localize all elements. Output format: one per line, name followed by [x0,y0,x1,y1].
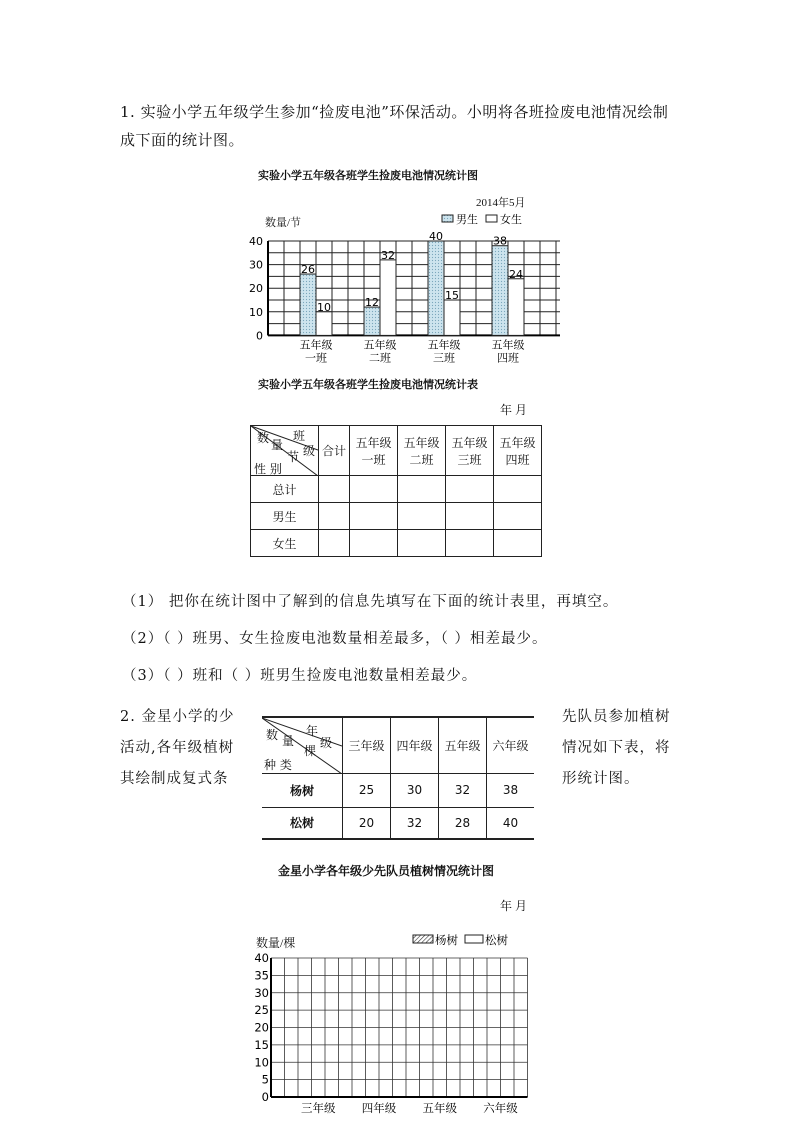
corner-text: 种 类 [264,758,292,772]
y-tick-label: 0 [261,1090,269,1104]
y-tick-label: 20 [249,282,263,296]
legend-label: 杨树 [435,933,458,947]
y-tick-label: 10 [254,1055,269,1070]
bar-girls [316,312,332,336]
subquestion-3: （3）（ ）班和（ ）班男生捡废电池数量相差最少。 [122,668,478,684]
legend-swatch-pine [465,935,483,943]
q2-line: 形统计图。 [562,771,640,787]
chart2-ylabel: 数量/棵 [256,936,296,950]
y-tick-label: 0 [256,329,263,343]
table1-header-cell: 合计 [319,426,350,476]
table2-header-cell: 四年级 [391,717,439,773]
table1-header-cell: 五年级 二班 [398,426,446,476]
table2-cell: 38 [487,773,535,807]
bar-value-label: 32 [381,248,395,262]
corner-text: 棵 [304,744,317,758]
corner-text: 班 [293,429,306,443]
bar-value-label: 26 [301,263,315,277]
q2-line: 情况如下表，将 [562,740,671,756]
chart2-date: 年 月 [500,899,528,913]
table1-corner-cell [251,426,319,476]
y-tick-label: 25 [254,1003,269,1018]
legend-label: 女生 [500,213,522,226]
x-tick-label: 一班 [305,351,327,365]
y-tick-label: 10 [249,305,263,319]
corner-text: 级 [303,444,316,458]
y-tick-label: 30 [254,985,269,1000]
bar-value-label: 38 [493,234,507,248]
y-tick-label: 30 [249,258,263,272]
table1-row-label: 女生 [251,530,319,557]
table2-cell: 32 [391,807,439,839]
bar-value-label: 12 [365,296,379,310]
q2-line: 2. 金星小学的少 [120,709,235,725]
chart1-date: 2014年5月 [476,197,526,209]
q2-line: 先队员参加植树 [562,709,671,725]
corner-text: 数 [257,431,270,445]
bar-boys [492,246,508,336]
x-tick-label: 三班 [433,351,455,365]
table1-title: 实验小学五年级各班学生捡废电池情况统计表 [258,378,478,391]
bar-value-label: 40 [429,230,443,243]
table1-header-cell: 五年级 一班 [350,426,398,476]
question-1-text: 1. 实验小学五年级学生参加“捡废电池”环保活动。小明将各班捡废电池情况绘制成下面的统计图。 [120,103,669,149]
legend-swatch-girls [486,215,497,222]
bar-girls [444,300,460,335]
x-tick-label: 四班 [497,351,519,365]
corner-text: 级 [320,736,333,750]
x-tick-label: 五年级 [363,338,397,352]
table2-row-label: 杨树 [262,773,343,807]
x-tick-label: 二班 [369,351,391,365]
question-2-left [120,702,260,795]
table2-header-cell: 五年级 [439,717,487,773]
legend-swatch-poplar [413,935,433,943]
x-tick-label: 六年级 [483,1101,518,1115]
y-tick-label: 35 [254,968,269,983]
corner-text: 量 [282,734,295,748]
bar-value-label: 10 [317,300,331,314]
chart1-title: 实验小学五年级各班学生捡废电池情况统计图 [258,169,478,182]
table1-header-cell: 五年级 四班 [494,426,542,476]
table2 [262,716,534,840]
legend-label: 松树 [485,933,508,947]
table2-cell: 20 [343,807,391,839]
chart2-title: 金星小学各年级少先队员植树情况统计图 [278,864,495,878]
table2-cell: 40 [487,807,535,839]
corner-text: 节 [287,450,300,464]
legend-swatch-boys [442,215,453,222]
q2-line: 活动,各年级植树 [120,740,235,756]
x-tick-label: 四年级 [361,1101,397,1115]
bar-girls [508,279,524,336]
bar-boys [300,274,316,335]
bar-value-label: 15 [445,289,459,302]
bar-girls [380,260,396,336]
chart2-svg [245,928,555,1118]
y-tick-label: 40 [249,235,263,248]
question-2-right [562,702,692,795]
x-tick-label: 五年级 [299,338,333,352]
corner-text: 量 [271,438,284,452]
table2-header-cell: 六年级 [487,717,535,773]
corner-text: 数 [266,728,279,742]
chart1-svg [230,205,560,365]
table2-row-label: 松树 [262,807,343,839]
table2-corner-cell [262,717,343,773]
x-tick-label: 五年级 [422,1101,457,1115]
y-tick-label: 40 [254,951,269,965]
table2-cell: 28 [439,807,487,839]
table1-date: 年 月 [500,403,528,417]
corner-text: 性 别 [254,462,282,476]
corner-text: 年 [306,724,319,738]
legend-label: 男生 [456,213,478,226]
table1 [250,425,542,557]
chart1-ylabel: 数量/节 [265,217,302,229]
q2-line: 其绘制成复式条 [120,771,229,787]
table2-header-cell: 三年级 [343,717,391,773]
y-tick-label: 15 [254,1037,269,1052]
x-tick-label: 三年级 [301,1101,336,1115]
subquestion-1: （1） 把你在统计图中了解到的信息先填写在下面的统计表里，再填空。 [122,594,619,610]
x-tick-label: 五年级 [427,338,461,352]
bar-boys [364,307,380,335]
table2-cell: 32 [439,773,487,807]
bar-value-label: 24 [509,267,523,281]
table1-header-cell: 五年级 三班 [446,426,494,476]
bar-boys [428,241,444,335]
subquestion-2: （2）（ ）班男、女生捡废电池数量相差最多，（ ）相差最少。 [122,631,548,647]
table2-cell: 30 [391,773,439,807]
table2-cell: 25 [343,773,391,807]
table1-row-label: 男生 [251,503,319,530]
y-tick-label: 5 [261,1072,269,1087]
table1-row-label: 总计 [251,476,319,503]
x-tick-label: 五年级 [491,338,525,352]
y-tick-label: 20 [254,1020,269,1035]
